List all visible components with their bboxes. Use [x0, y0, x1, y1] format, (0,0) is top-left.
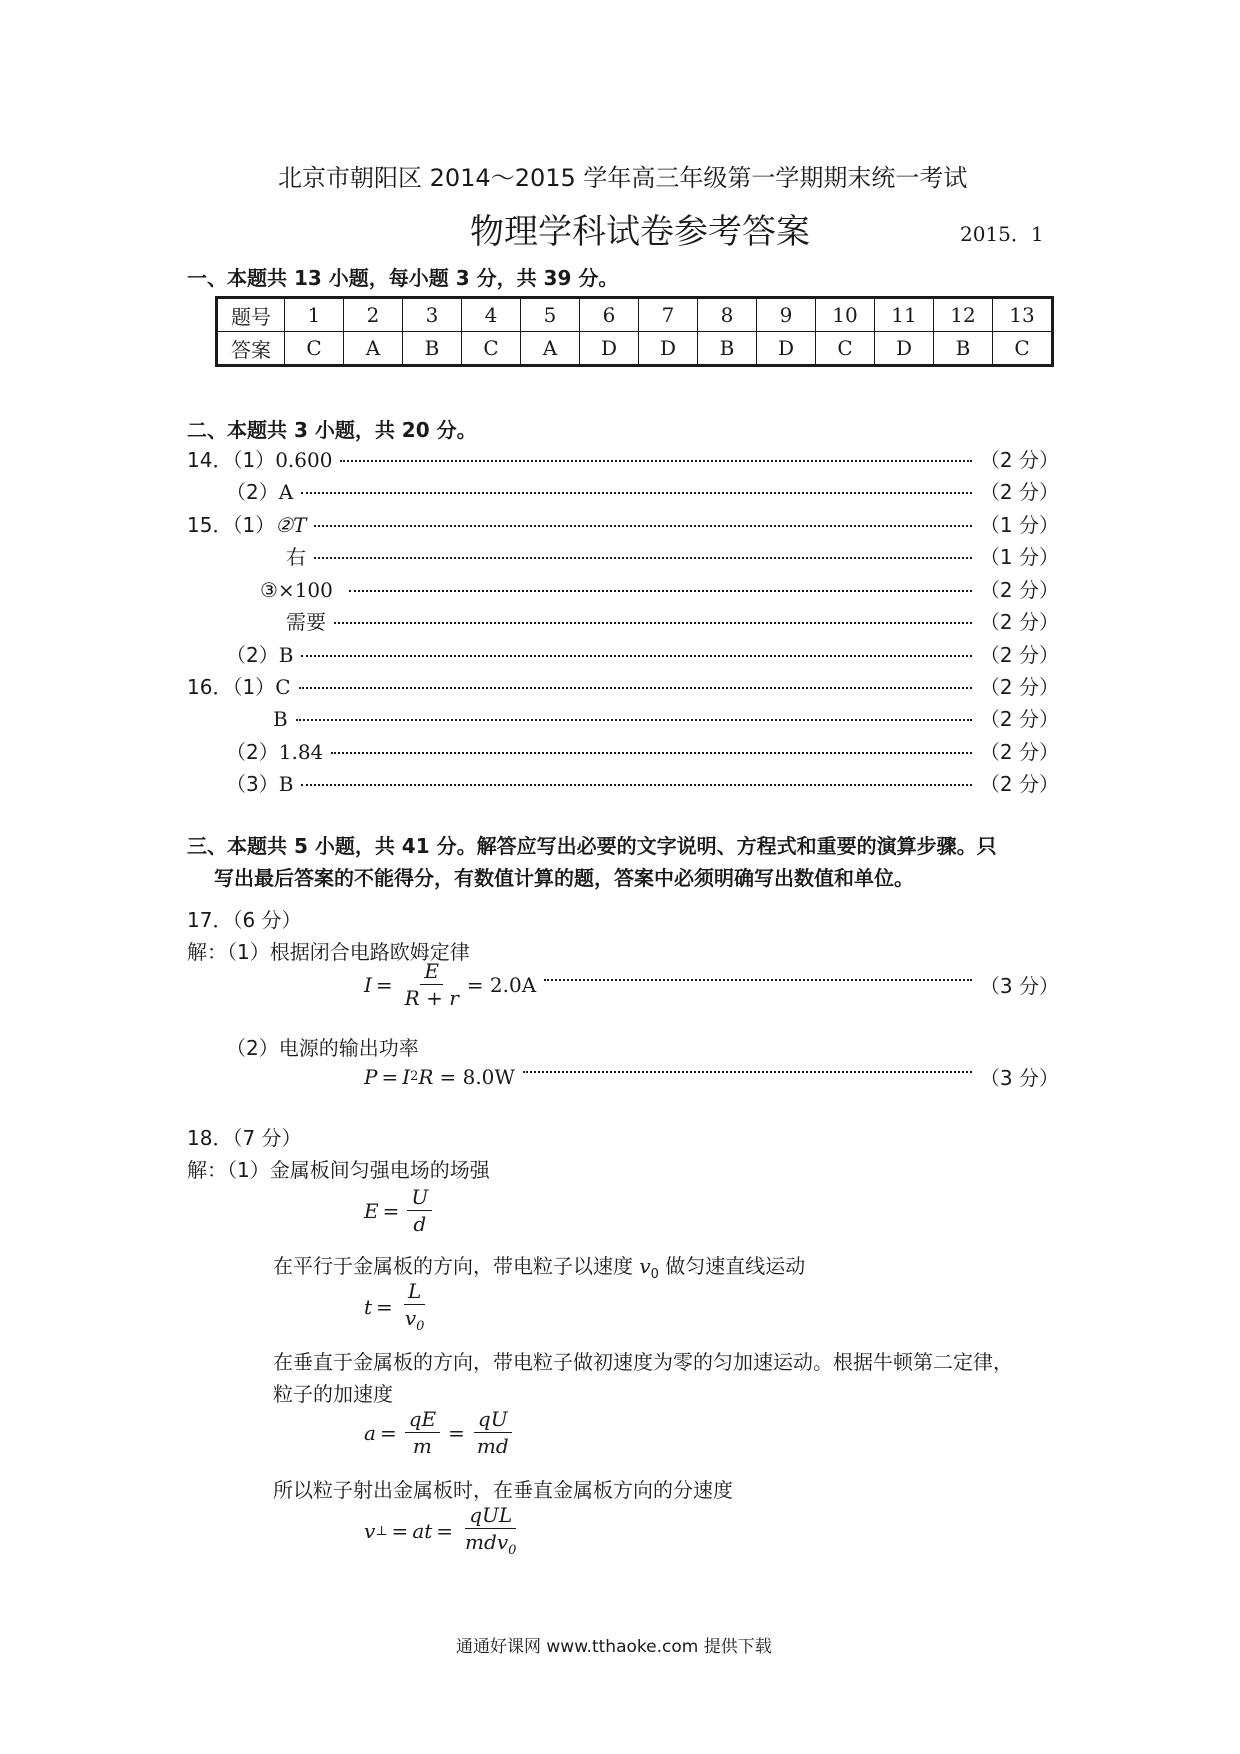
answer-line [273, 703, 1059, 732]
question-number: 2 [344, 298, 403, 332]
leader-dots [299, 687, 972, 689]
question-number: 9 [757, 298, 816, 332]
answer-cell: D [639, 332, 698, 366]
answer-line [260, 574, 1059, 603]
answer-cell: C [462, 332, 521, 366]
q18-text-parallel: 在平行于金属板的方向，带电粒子以速度 $v_0$ 做匀速直线运动 [273, 1254, 806, 1282]
answer-value: ②T [275, 513, 307, 537]
leader-dots [523, 1071, 972, 1073]
answer-value: B [278, 643, 294, 667]
q18-equation-velocity: v ⊥ = at = $\frac{\text{qUL}}{mdv_0}$ [364, 1503, 517, 1558]
answer-value: 需要 [286, 610, 326, 634]
answer-value: 右 [286, 545, 306, 569]
answer-prefix: （2） [226, 480, 279, 504]
leader-dots [301, 784, 971, 786]
q18-equation-field: E = $\frac{U}{d}$ [364, 1186, 436, 1235]
leader-dots [334, 622, 972, 624]
answer-value: ③×100 [260, 578, 333, 602]
leader-dots [314, 525, 971, 527]
question-number: 11 [875, 298, 934, 332]
leader-dots [331, 752, 972, 754]
eq-result: = 8.0W [439, 1064, 515, 1089]
answer-value: B [273, 707, 288, 731]
q17-equation-1: I = $\frac{E}{R + r}$ = 2.0A （3 分） [364, 959, 1059, 1010]
answer-cell: C [816, 332, 875, 366]
eq-result: = 2.0A [466, 972, 537, 997]
answer-line [226, 476, 1059, 505]
footer-text: 通通好课网 www.tthaoke.com 提供下载 [456, 1637, 772, 1657]
answer-cell: A [521, 332, 580, 366]
answer-value: 1.84 [278, 740, 324, 764]
q17-label: 17．（6 分） [187, 908, 302, 932]
answer-line [187, 509, 1059, 538]
score-label: （1 分） [979, 545, 1059, 569]
answer-line [187, 671, 1059, 700]
answer-prefix: （2） [226, 643, 279, 667]
score-label: （3 分） [979, 1066, 1059, 1090]
fraction: $\frac{E}{R + r}$ [404, 959, 459, 1010]
q18-text-perpendicular: 在垂直于金属板的方向，带电粒子做初速度为零的匀加速运动。根据牛顿第二定律， [273, 1350, 1013, 1374]
q18-text-acceleration: 粒子的加速度 [273, 1382, 393, 1406]
answer-cell: B [934, 332, 993, 366]
answer-cell: C [993, 332, 1053, 366]
score-label: （2 分） [979, 707, 1059, 731]
answer-prefix: （3） [226, 772, 279, 796]
answer-cell: D [580, 332, 639, 366]
document-subtitle: 物理学科试卷参考答案 [470, 212, 810, 252]
answer-line [226, 639, 1059, 668]
q17-equation-2: P = I 2 R = 8.0W （3 分） [364, 1062, 1059, 1091]
q18-equation-acceleration: a = $\frac{qE}{m}$ = $\frac{qU}{md}$ [364, 1408, 517, 1457]
answer-line [286, 541, 1059, 570]
leader-dots [301, 655, 971, 657]
answer-prefix: 15．（1） [187, 513, 276, 537]
score-label: （2 分） [979, 480, 1059, 504]
question-number: 4 [462, 298, 521, 332]
answer-value: B [278, 772, 294, 796]
q18-text-velocity: 所以粒子射出金属板时，在垂直金属板方向的分速度 [273, 1478, 733, 1502]
leader-dots [296, 719, 972, 721]
score-label: （2 分） [979, 610, 1059, 634]
text-fragment: 在平行于金属板的方向，带电粒子以速度 [273, 1254, 640, 1278]
question-number: 1 [285, 298, 344, 332]
q17-part1: 解：（1）根据闭合电路欧姆定律 [187, 940, 470, 964]
question-number: 8 [698, 298, 757, 332]
question-number: 6 [580, 298, 639, 332]
answer-cell: B [403, 332, 462, 366]
question-number: 7 [639, 298, 698, 332]
exam-title: 北京市朝阳区 2014～2015 学年高三年级第一学期期末统一考试 [278, 164, 968, 192]
row-label-answer: 答案 [217, 332, 285, 366]
question-number: 5 [521, 298, 580, 332]
table-row-numbers [217, 298, 1053, 332]
score-label: （2 分） [979, 675, 1059, 699]
leader-dots [544, 979, 972, 981]
answer-table [215, 296, 1054, 367]
answer-line [226, 736, 1059, 765]
q18-label: 18．（7 分） [187, 1126, 302, 1150]
eq-symbol: I [364, 972, 372, 997]
answer-line [226, 768, 1059, 797]
answer-value: A [278, 480, 294, 504]
answer-prefix: 14．（1） [187, 448, 276, 472]
score-label: （2 分） [979, 578, 1059, 602]
answer-cell: D [757, 332, 816, 366]
section3-heading-line1: 三、本题共 5 小题，共 41 分。解答应写出必要的文字说明、方程式和重要的演算步骤。只 [187, 834, 997, 858]
score-label: （2 分） [979, 448, 1059, 472]
answer-cell: D [875, 332, 934, 366]
leader-dots [301, 492, 972, 494]
question-number: 10 [816, 298, 875, 332]
score-label: （2 分） [979, 740, 1059, 764]
question-number: 12 [934, 298, 993, 332]
row-label-number: 题号 [217, 298, 285, 332]
question-number: 13 [993, 298, 1053, 332]
document-date: 2015．1 [960, 222, 1044, 246]
table-row-answers [217, 332, 1053, 366]
answer-line [286, 606, 1059, 635]
leader-dots [314, 557, 972, 559]
score-label: （3 分） [979, 974, 1059, 998]
leader-dots [349, 590, 972, 592]
score-label: （2 分） [979, 772, 1059, 796]
section2-heading: 二、本题共 3 小题，共 20 分。 [187, 418, 477, 442]
score-label: （2 分） [979, 643, 1059, 667]
score-label: （1 分） [979, 513, 1059, 537]
answer-line [187, 444, 1059, 473]
answer-cell: C [285, 332, 344, 366]
answer-cell: B [698, 332, 757, 366]
answer-prefix: 16．（1） [187, 675, 276, 699]
answer-prefix: （2） [226, 740, 279, 764]
answer-value: 0.600 [275, 448, 333, 472]
answer-value: C [275, 675, 291, 699]
q18-part1: 解：（1）金属板间匀强电场的场强 [187, 1158, 490, 1182]
q18-equation-time: t = $\frac{L}{v_0}$ [364, 1279, 425, 1334]
q17-part2: （2）电源的输出功率 [226, 1036, 419, 1060]
leader-dots [340, 460, 971, 462]
section1-heading: 一、本题共 13 小题，每小题 3 分，共 39 分。 [187, 266, 619, 290]
section3-heading-line2: 写出最后答案的不能得分，有数值计算的题，答案中必须明确写出数值和单位。 [214, 866, 914, 890]
question-number: 3 [403, 298, 462, 332]
text-fragment: 做匀速直线运动 [658, 1254, 806, 1278]
answer-cell: A [344, 332, 403, 366]
